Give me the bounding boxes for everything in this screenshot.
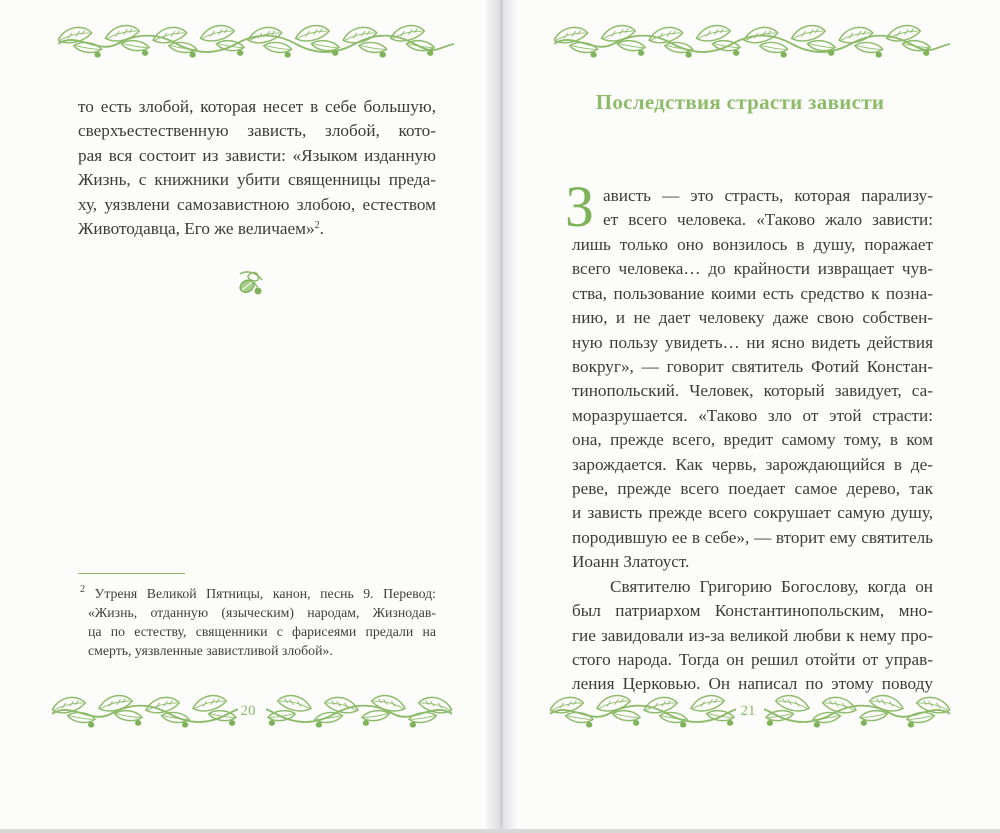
text-line: реве, прежде всего поедает самое дерево, так xyxy=(572,479,933,499)
text-line: Святителю Григорию Богослову, когда он xyxy=(610,576,933,596)
text-line: лишь только оно вонзилось в душу, поражает xyxy=(572,235,933,254)
page-number: 21 xyxy=(740,703,756,719)
text-line: всего человека… до крайности извращает чув- xyxy=(572,259,933,279)
left-body-text xyxy=(78,95,436,241)
text-line: ления Церковью. Он написал по этому поводу xyxy=(572,674,933,694)
text-line: вокруг», — говорит святитель Фотий Констан- xyxy=(572,357,933,377)
vine-border-bottom-icon xyxy=(550,692,736,732)
text-line-last: Иоанн Златоуст. xyxy=(572,552,690,572)
footnote-line xyxy=(78,584,436,603)
left-page xyxy=(0,0,498,833)
vine-border-bottom-icon xyxy=(266,692,452,732)
page-number: 20 xyxy=(240,703,256,719)
page-bottom-edge xyxy=(0,829,1000,833)
text-fragment: Животодавца, Его же величаем» xyxy=(78,219,315,239)
vine-border-top-icon xyxy=(554,22,950,62)
footnote xyxy=(78,584,436,660)
text-line: зарождается. Как червь, зарождающийся в де- xyxy=(572,454,933,474)
text-line: ависть — это страсть, которая парализу- xyxy=(603,186,933,205)
text-line: и зависть прежде всего сокрушает самую душу, xyxy=(572,503,933,523)
text-line: тинопольский. Человек, который завидует, са- xyxy=(572,381,933,401)
footnote-line: «Жизнь, отданную (языческим) народам, Жизнодав- xyxy=(88,605,436,620)
footnote-reference[interactable]: 2 xyxy=(314,220,320,232)
footnote-line: ца по естеству, священники с фарисеями предали на xyxy=(88,624,436,639)
footnote-divider xyxy=(78,573,185,574)
text-line: ства, пользование коими есть средство к позна- xyxy=(572,283,933,303)
vine-border-bottom-icon xyxy=(764,692,950,732)
text-line: ху, уязвлени самозавистною злобою, естеством xyxy=(78,194,436,214)
right-body-text xyxy=(572,233,933,697)
drop-cap: З xyxy=(565,174,595,239)
text-line: ет всего человека. «Таково жало зависти: xyxy=(603,210,933,230)
leaf-sprig-icon xyxy=(234,266,268,300)
text-line: Жизнь, с книжники убити священницы преда- xyxy=(78,170,436,190)
book-spine-gutter xyxy=(486,0,516,833)
text-line: рая вся состоит из зависти: «Языком изданную xyxy=(78,145,436,165)
dropcap-text xyxy=(603,184,933,233)
vine-border-bottom-icon xyxy=(52,692,238,732)
text-line: ную пользу увидеть… ни ясно видеть действия xyxy=(572,332,933,352)
text-line: она, прежде всего, вредит самому тому, в ком xyxy=(572,430,933,450)
text-line: моразрушается. «Таково зло от этой страсти: xyxy=(572,405,933,425)
vine-border-top-icon xyxy=(58,22,454,62)
footnote-line: смерть, уязвленные завистливой злобой». xyxy=(88,643,333,658)
text-line: то есть злобой, которая несет в себе большую, xyxy=(78,97,436,116)
text-line-last: Животодавца, Его же величаем»$^2$. xyxy=(78,219,324,239)
text-line: был патриархом Константинопольским, мно- xyxy=(572,601,933,621)
text-line: гие завидовали из-за великой любви к нему про- xyxy=(572,625,933,645)
footnote-text: Утреня Великой Пятницы, канон, песнь 9. Перевод: xyxy=(94,586,436,601)
chapter-heading: Последствия страсти зависти xyxy=(595,90,885,114)
text-line: породившую ее в себе», — вторит ему святитель xyxy=(572,527,933,547)
text-line: нию, и не дает человеку даже свою собствен- xyxy=(572,308,933,328)
text-line: сверхъестественную зависть, злобой, кото- xyxy=(78,121,436,141)
footnote-marker: 2 xyxy=(80,584,85,595)
text-line: стого народа. Тогда он решил отойти от управ- xyxy=(572,649,933,669)
